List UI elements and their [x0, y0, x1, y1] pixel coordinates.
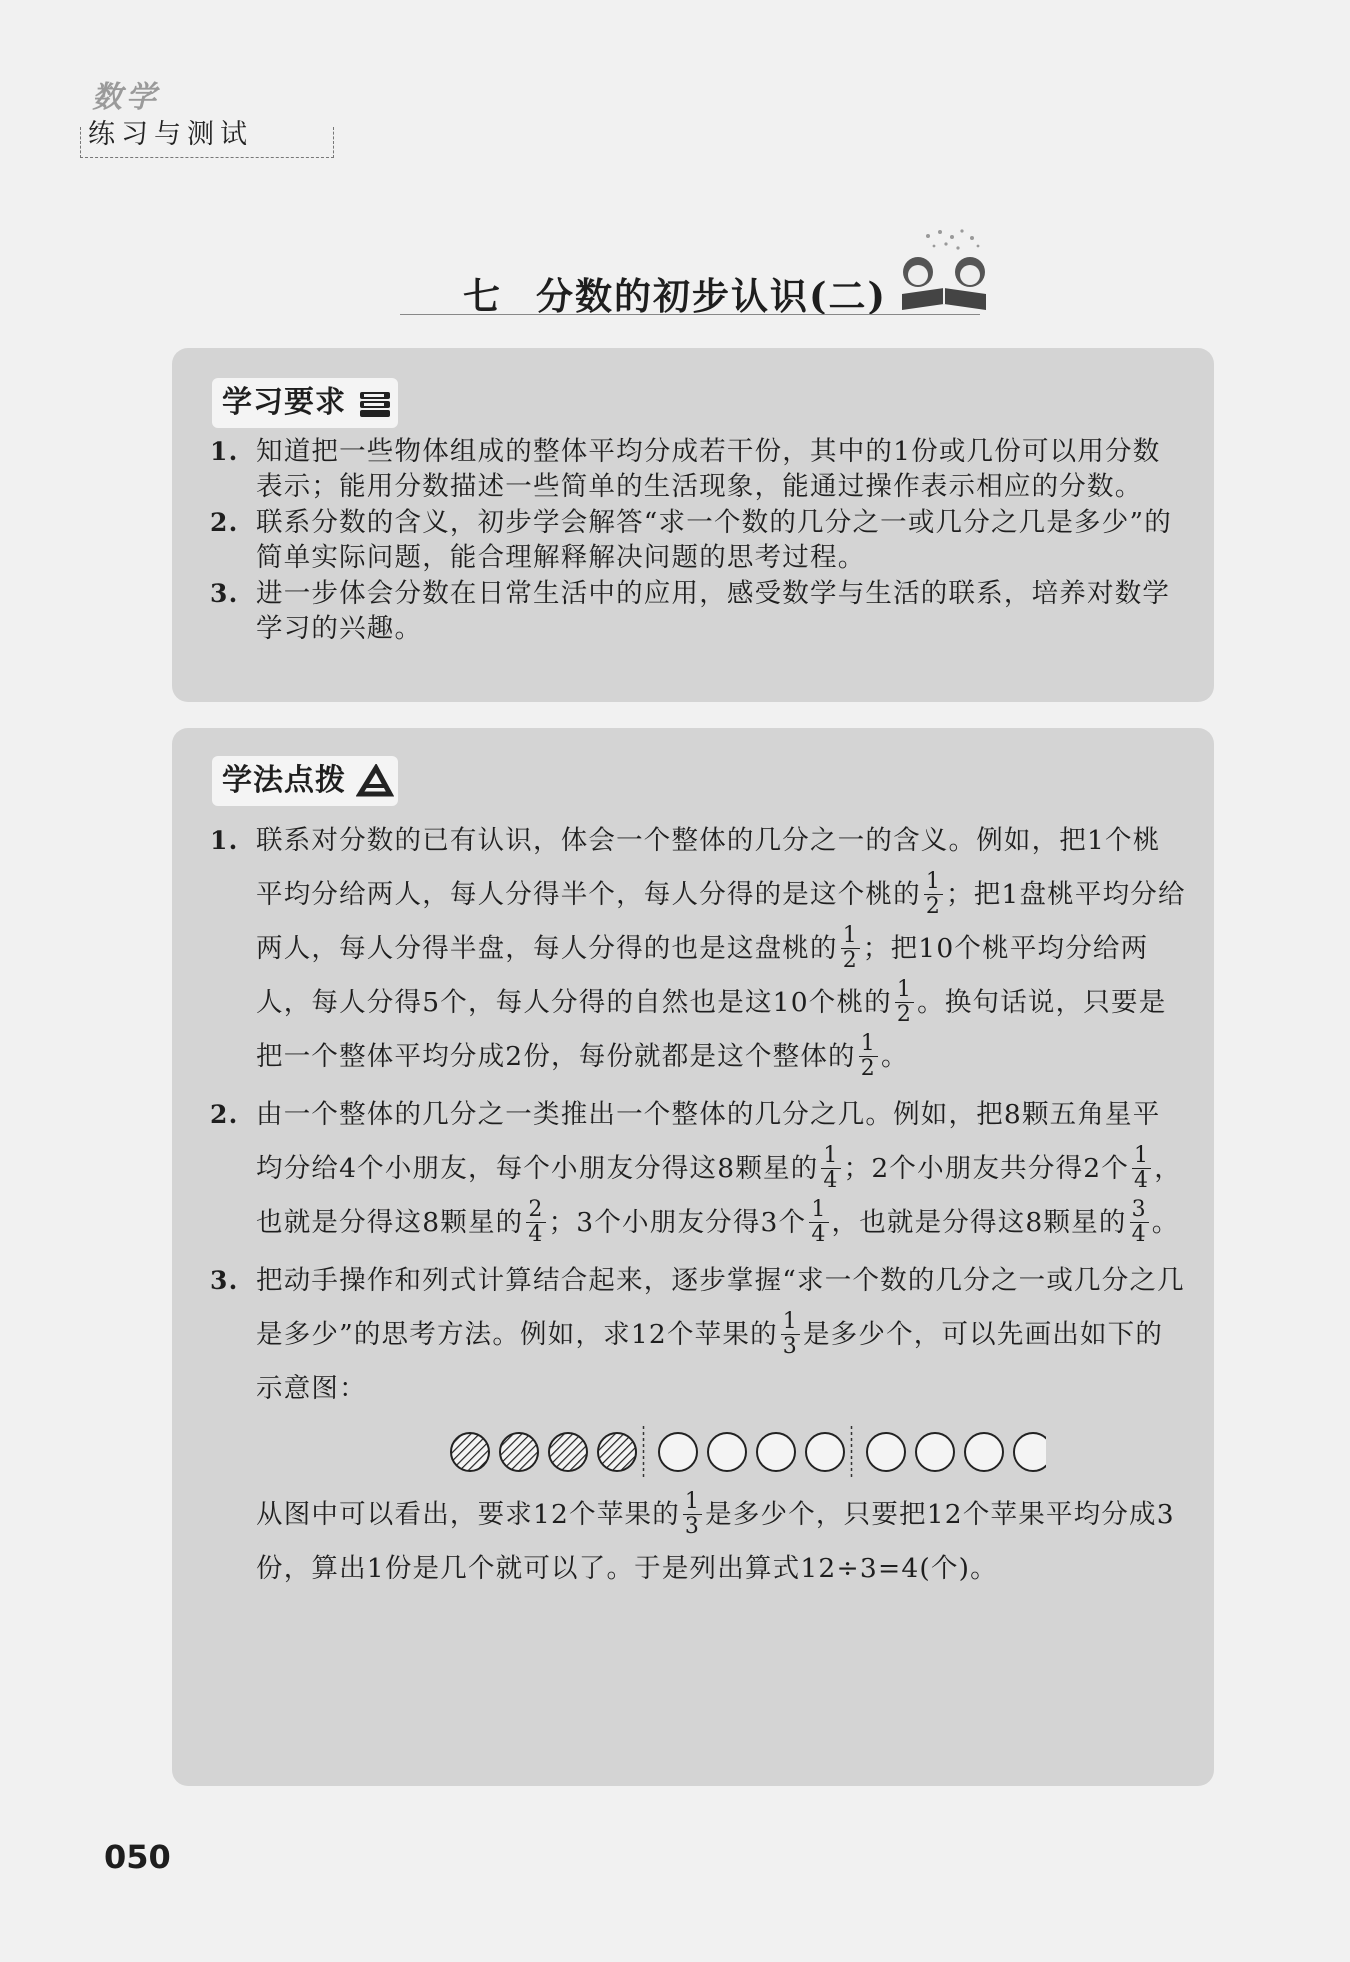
fraction: $\frac{1}{2}$ — [842, 922, 858, 973]
study-tips-label: 学法点拨 — [222, 763, 346, 798]
apple — [806, 1433, 844, 1471]
fraction: $\frac{1}{4}$ — [1134, 1142, 1150, 1193]
list-item — [210, 1254, 1186, 1596]
apples-diagram — [446, 1424, 1046, 1480]
diagram-container — [256, 1422, 1186, 1482]
chapter-number: 七 — [462, 274, 502, 318]
fraction: $\frac{1}{4}$ — [811, 1196, 827, 1247]
item-text: 是多少个，可以先画出如下的示意图： — [256, 1319, 1164, 1404]
series-label: 练习与测试 — [88, 119, 253, 150]
apple — [867, 1433, 905, 1471]
chapter-name: 分数的初步认识(二) — [535, 274, 887, 318]
fraction: $\frac{3}{4}$ — [1131, 1196, 1147, 1247]
page-number: 050 — [104, 1838, 171, 1876]
apple-shaded — [598, 1433, 636, 1471]
item-number: 1. — [210, 437, 239, 466]
item-text: ，也就是分得这8颗星的 — [831, 1207, 1127, 1238]
item-number: 3. — [210, 1266, 239, 1295]
item-text: 。 — [880, 1041, 909, 1072]
item-text: ；3个小朋友分得3个 — [548, 1207, 807, 1238]
apple — [757, 1433, 795, 1471]
learning-requirements-list — [210, 434, 1186, 647]
fraction: $\frac{1}{4}$ — [823, 1142, 839, 1193]
item-text: 把动手操作和列式计算结合起来，逐步掌握“求一个数的几分之一或几分之几是多少”的思考方法。例如，求12个苹果的 — [256, 1265, 1185, 1350]
apple-shaded — [451, 1433, 489, 1471]
study-tips-tag — [212, 756, 398, 806]
apple — [1014, 1433, 1046, 1471]
fraction: $\frac{1}{3}$ — [782, 1308, 798, 1359]
item-text: 。换句话说，只要是把一个整体平均分成2份，每份就都是这个整体的 — [256, 987, 1167, 1072]
list-item — [210, 576, 1186, 646]
item-number: 3. — [210, 579, 239, 608]
apple — [916, 1433, 954, 1471]
fraction: $\frac{2}{4}$ — [528, 1196, 544, 1247]
fraction: $\frac{1}{2}$ — [896, 976, 913, 1027]
list-item — [210, 505, 1186, 575]
chapter-title — [0, 266, 1350, 320]
item-text: ；把10个桃平均分给两人，每人分得5个，每人分得的自然也是这10个桃的 — [256, 933, 1149, 1018]
fraction: $\frac{1}{2}$ — [860, 1030, 876, 1081]
list-item — [210, 434, 1186, 504]
subject-label: 数学 — [92, 80, 160, 115]
item-text: 联系分数的含义，初步学会解答“求一个数的几分之一或几分之几是多少”的简单实际问题，能合理解释解决问题的思考过程。 — [256, 507, 1172, 573]
item-text: 联系对分数的已有认识，体会一个整体的几分之一的含义。例如，把1个桃平均分给两人，每人分得半个，每人分得的是这个桃的 — [256, 825, 1161, 910]
item-text: 知道把一些物体组成的整体平均分成若干份，其中的1份或几份可以用分数表示；能用分数描述一些简单的生活现象，能通过操作表示相应的分数。 — [256, 436, 1161, 502]
learning-requirements-label: 学习要求 — [222, 385, 346, 420]
item-text: 是多少个，只要把12个苹果平均分成3份，算出1份是几个就可以了。于是列出算式12÷3=4(个)。 — [256, 1499, 1175, 1584]
item-text: ；2个小朋友共分得2个 — [843, 1153, 1130, 1184]
item-text: 从图中可以看出，要求12个苹果的 — [256, 1499, 680, 1530]
learning-requirements-tag — [212, 378, 398, 428]
item-number: 1. — [210, 826, 239, 855]
list-item — [210, 1088, 1186, 1250]
item-text: ，也就是分得这8颗星的 — [256, 1153, 1182, 1238]
item-number: 2. — [210, 1100, 239, 1129]
apple — [708, 1433, 746, 1471]
apple-shaded — [549, 1433, 587, 1471]
list-item — [210, 814, 1186, 1084]
apple — [659, 1433, 697, 1471]
study-tips-list — [210, 814, 1186, 1600]
item-text: 进一步体会分数在日常生活中的应用，感受数学与生活的联系，培养对数学学习的兴趣。 — [256, 578, 1171, 644]
item-number: 2. — [210, 508, 239, 537]
item-text: ；把1盘桃平均分给两人，每人分得半盘，每人分得的也是这盘桃的 — [256, 879, 1186, 964]
fraction: $\frac{1}{2}$ — [925, 868, 942, 919]
item-text: 由一个整体的几分之一类推出一个整体的几分之几。例如，把8颗五角星平均分给4个小朋友，每个小朋友分得这8颗星的 — [256, 1099, 1161, 1184]
item-text: 。 — [1151, 1207, 1180, 1238]
book-icon — [356, 386, 394, 420]
compass-icon — [356, 764, 394, 798]
apple — [965, 1433, 1003, 1471]
apple-shaded — [500, 1433, 538, 1471]
chapter-underline — [400, 314, 980, 315]
fraction: $\frac{1}{3}$ — [684, 1488, 701, 1539]
